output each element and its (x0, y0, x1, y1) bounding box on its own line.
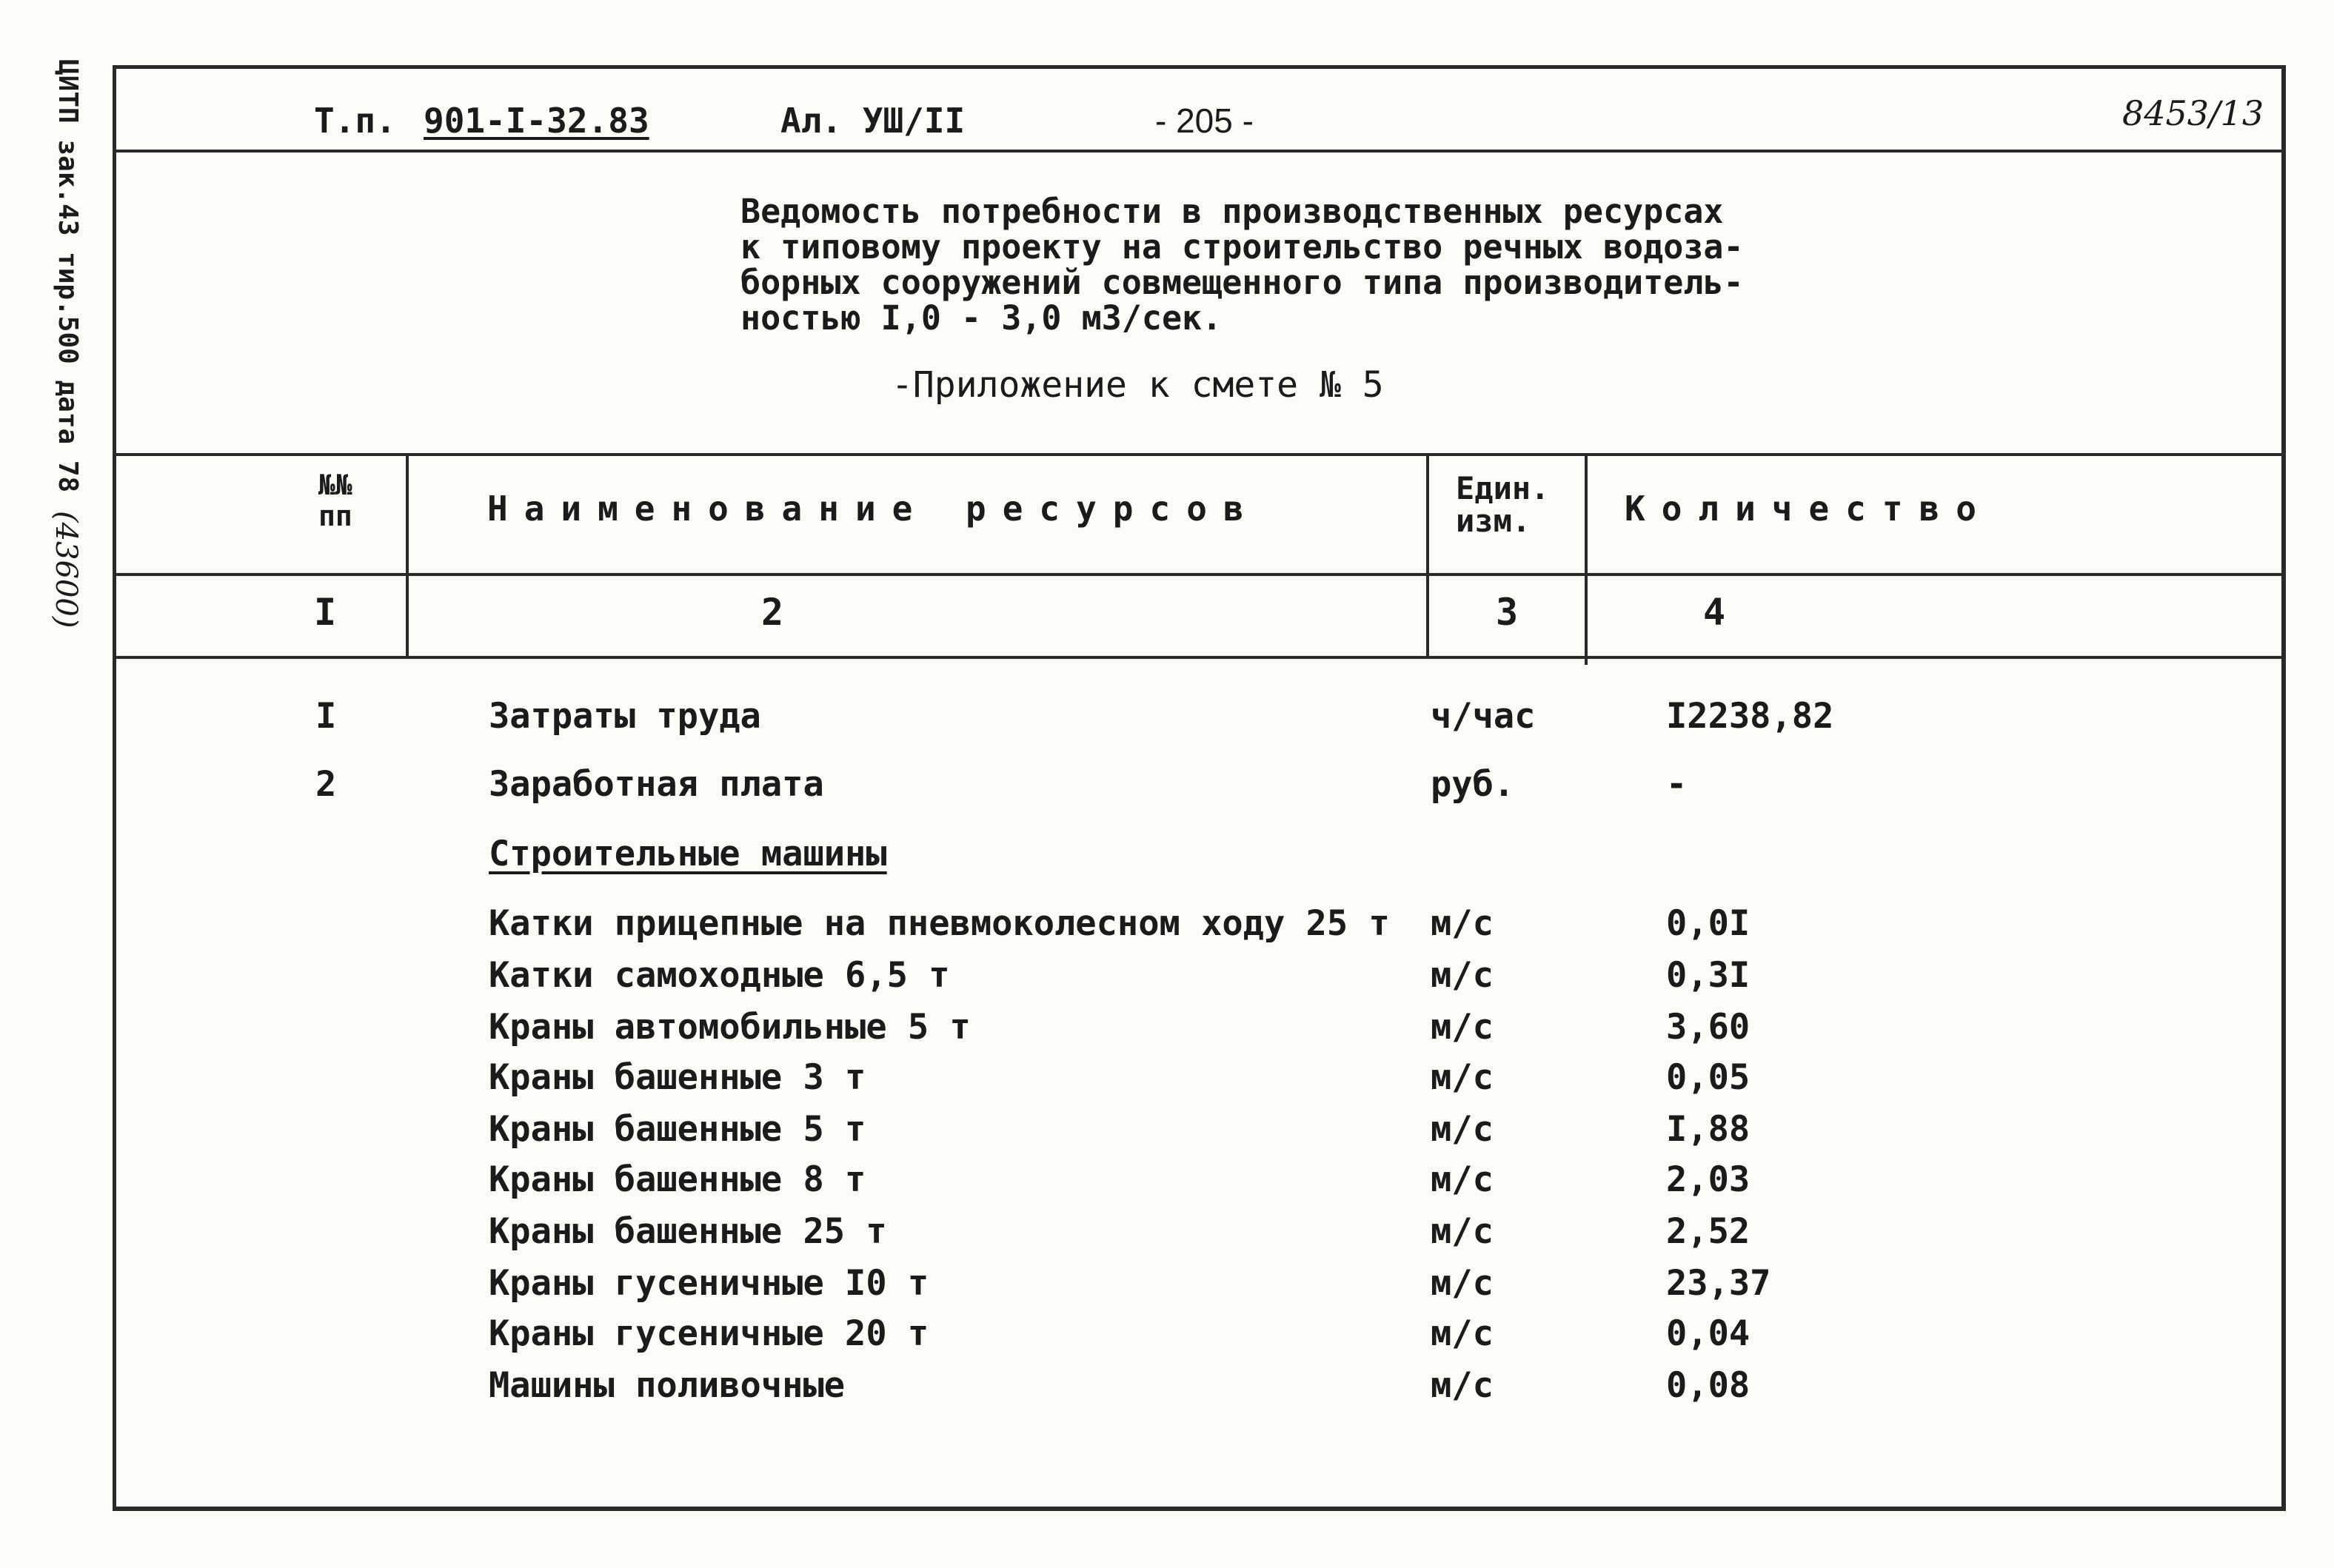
quantity-value: 0,3I (1666, 955, 1750, 996)
header-qty: Количество (1625, 489, 1993, 529)
col-divider-1 (406, 453, 409, 657)
appendix-label: -Приложение к смете № 5 (892, 364, 1384, 406)
header-name: Наименование ресурсов (487, 489, 1260, 529)
resource-name: Краны башенные 25 т (489, 1211, 887, 1252)
unit-of-measure: м/с (1431, 1365, 1494, 1406)
unit-of-measure: м/с (1431, 1007, 1494, 1048)
side-stamp (49, 59, 95, 629)
unit-of-measure: м/с (1431, 1057, 1494, 1098)
unit-of-measure: м/с (1431, 1159, 1494, 1200)
quantity-value: - (1666, 764, 1688, 805)
colnum-2: 2 (761, 591, 784, 634)
row-number: 2 (315, 764, 337, 805)
resource-name: Краны автомобильные 5 т (489, 1007, 971, 1048)
table-row (0, 955, 2334, 1002)
page-number: - 205 - (1155, 101, 1254, 140)
quantity-value: I,88 (1666, 1109, 1750, 1150)
quantity-value: 0,05 (1666, 1057, 1750, 1098)
handwritten-number: (43600) (49, 511, 83, 629)
tp-prefix: Т.п. (314, 101, 396, 141)
handwritten-code: 8453/13 (2122, 93, 2264, 133)
section-heading-row (0, 834, 2334, 881)
quantity-value: 0,0I (1666, 903, 1750, 944)
album-label: Ал. УШ/II (780, 101, 966, 141)
colnum-4: 4 (1703, 591, 1726, 634)
row-number: I (315, 696, 337, 737)
resource-name: Краны башенные 5 т (489, 1109, 866, 1150)
table-top-line (113, 453, 2281, 456)
header-unit: Един. изм. (1456, 470, 1550, 539)
document-title: Ведомость потребности в производственных ресурсах к типовому проекту на строительство речных водоза- борных сооружений совмещенного типа производитель- ностью I,0 - 3,0 м3/сек. (740, 192, 1744, 338)
quantity-value: 3,60 (1666, 1007, 1750, 1048)
unit-of-measure: руб. (1431, 764, 1515, 805)
table-row (0, 764, 2334, 811)
resource-name: Катки прицепные на пневмоколесном ходу 25 т (489, 903, 1390, 944)
table-row (0, 696, 2334, 743)
quantity-value: 2,03 (1666, 1159, 1750, 1200)
unit-of-measure: м/с (1431, 1263, 1494, 1304)
header-num: №№ пп (318, 469, 352, 532)
unit-of-measure: м/с (1431, 1109, 1494, 1150)
table-row (0, 1109, 2334, 1156)
resource-name: Затраты труда (489, 696, 761, 737)
unit-of-measure: ч/час (1431, 696, 1536, 737)
quantity-value: I2238,82 (1666, 696, 1834, 737)
print-stamp: ЦИТП зак.43 тир.500 дата 78 (53, 59, 83, 493)
unit-of-measure: м/с (1431, 903, 1494, 944)
resource-name: Заработная плата (489, 764, 824, 805)
quantity-value: 0,08 (1666, 1365, 1750, 1406)
resource-name: Катки самоходные 6,5 т (489, 955, 950, 996)
col-divider-2 (1426, 453, 1429, 657)
unit-of-measure: м/с (1431, 1211, 1494, 1252)
table-row (0, 903, 2334, 951)
quantity-value: 23,37 (1666, 1263, 1771, 1304)
table-row (0, 1159, 2334, 1207)
colnum-3: 3 (1496, 591, 1519, 634)
tp-number: 901-I-32.83 (424, 101, 649, 141)
table-row (0, 1263, 2334, 1310)
table-row (0, 1313, 2334, 1361)
header-bottom-line (113, 573, 2281, 576)
col-divider-3 (1585, 453, 1588, 665)
resource-name: Краны башенные 8 т (489, 1159, 866, 1200)
table-row (0, 1007, 2334, 1054)
table-row (0, 1057, 2334, 1105)
resource-name: Краны башенные 3 т (489, 1057, 866, 1098)
quantity-value: 2,52 (1666, 1211, 1750, 1252)
quantity-value: 0,04 (1666, 1313, 1750, 1354)
unit-of-measure: м/с (1431, 1313, 1494, 1354)
resource-name: Краны гусеничные 20 т (489, 1313, 929, 1354)
colnum-bottom-line (113, 656, 2281, 659)
unit-of-measure: м/с (1431, 955, 1494, 996)
resource-name: Краны гусеничные I0 т (489, 1263, 929, 1304)
header-divider (113, 150, 2281, 153)
resource-name: Машины поливочные (489, 1365, 846, 1406)
section-title: Строительные машины (489, 834, 887, 874)
colnum-1: I (314, 591, 337, 634)
table-row (0, 1211, 2334, 1259)
table-row (0, 1365, 2334, 1413)
